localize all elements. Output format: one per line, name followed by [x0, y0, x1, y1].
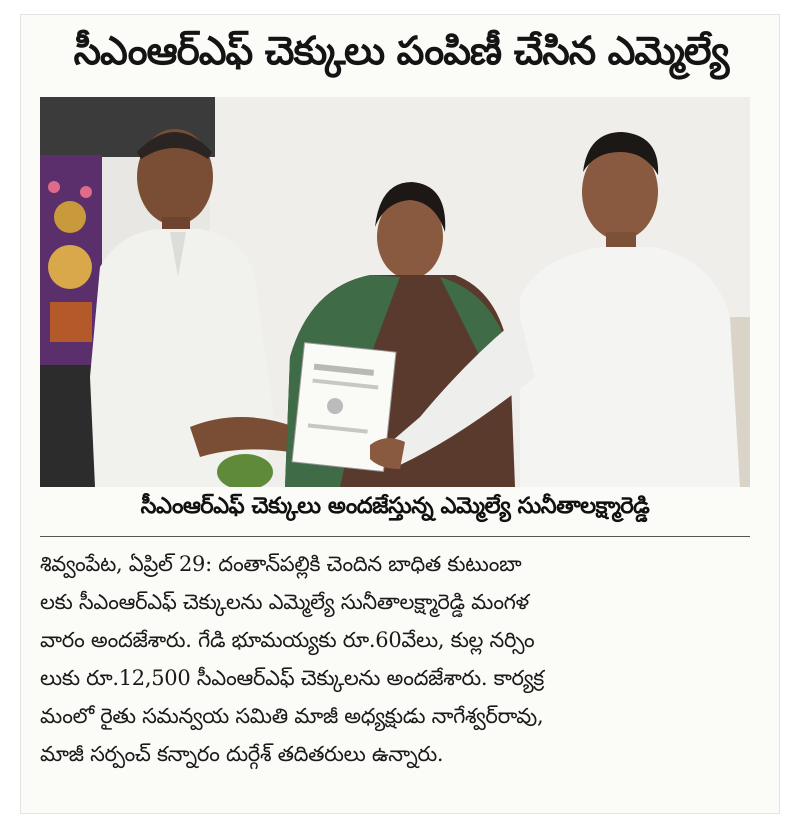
headline: సీఎంఆర్‌ఎఫ్‌ చెక్కులు పంపిణీ చేసిన ఎమ్మెల్యే [73, 29, 729, 74]
news-clipping [20, 14, 780, 814]
body-line: లుకు రూ.12,500 సీఎంఆర్‌ఎఫ్‌ చెక్కులను అందజేశారు. కార్యక్ర [40, 666, 544, 690]
body-line: వారం అందజేశారు. గేడి భూమయ్యకు రూ.60వేలు, కుల్ల నర్సిం [40, 628, 535, 652]
article-body [40, 545, 756, 773]
body-line: లకు సీఎంఆర్‌ఎఫ్‌ చెక్కులను ఎమ్మెల్యే సునీతాలక్ష్మారెడ్డి మంగళ [40, 590, 529, 614]
caption-divider [40, 536, 750, 537]
photo-illustration [40, 97, 750, 487]
photo-caption: సీఎంఆర్‌ఎఫ్‌ చెక్కులు అందజేస్తున్న ఎమ్మెల్యే సునీతాలక్ష్మారెడ్డి [140, 493, 650, 519]
body-line: మంలో రైతు సమన్వయ సమితి మాజీ అధ్యక్షుడు నాగేశ్వర్‌రావు, [40, 704, 544, 728]
body-line: మాజీ సర్పంచ్‌ కన్నారం దుర్గేశ్‌ తదితరులు ఉన్నారు. [40, 742, 444, 766]
news-photo [40, 97, 750, 487]
body-line: శివ్వంపేట, ఏప్రిల్‌ 29: దంతాన్‌పల్లికి చెందిన బాధిత కుటుంబా [40, 552, 522, 576]
